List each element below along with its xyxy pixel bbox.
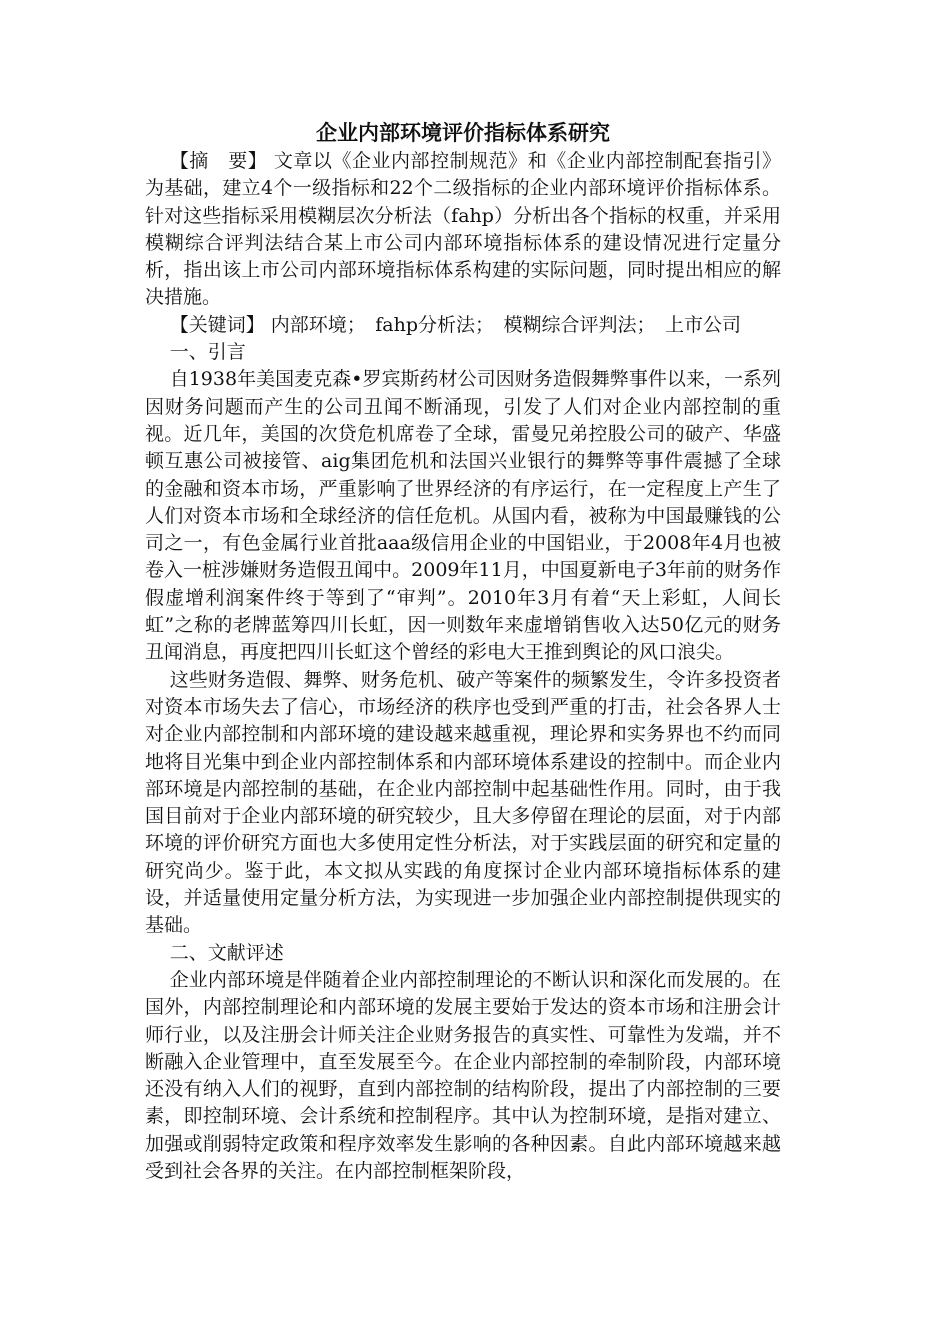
abstract-label: 【摘 要】 bbox=[169, 150, 268, 172]
document-title: 企业内部环境评价指标体系研究 bbox=[316, 121, 610, 145]
body-paragraph: 企业内部环境是伴随着企业内部控制理论的不断认识和深化而发展的。在国外，内部控制理论和内部环境的发展主要始于发达的资本市场和注册会计师行业，以及注册会计师关注企业财务报告的真实性、可靠性为发端，并不断融入企业管理中，直至发展至今。在企业内部控制的牵制阶段，内部环境还没有纳入人们的视野，直到内部控制的结构阶段，提出了内部控制的三要素，即控制环境、会计系统和控制程序。其中认为控制环境，是指对建立、加强或削弱特定政策和程序效率发生影响的各种因素。自此内部环境越来越受到社会各界的关注。在内部控制框架阶段， bbox=[145, 968, 781, 1182]
keywords-label: 【关键词】 bbox=[169, 313, 265, 336]
keywords-text: 内部环境； fahp分析法； 模糊综合评判法； 上市公司 bbox=[264, 313, 742, 336]
document-body bbox=[145, 118, 781, 1185]
section-heading-literature-review: 二、文献评述 bbox=[169, 941, 284, 964]
keywords-paragraph bbox=[145, 312, 781, 339]
abstract-text: 文章以《企业内部控制规范》和《企业内部控制配套指引》为基础，建立4个一级指标和22个二级指标的企业内部环境评价指标体系。针对这些指标采用模糊层次分析法（fahp）分析出各个指标的权重，并采用模糊综合评判法结合某上市公司内部环境指标体系的建设情况进行定量分析，指出该上市公司内部环境指标体系构建的实际问题，同时提出相应的解决措施。 bbox=[145, 150, 781, 309]
section-heading-introduction: 一、引言 bbox=[169, 341, 246, 364]
body-paragraph: 自1938年美国麦克森•罗宾斯药材公司因财务造假舞弊事件以来，一系列因财务问题而产生的公司丑闻不断涌现，引发了人们对企业内部控制的重视。近几年，美国的次贷危机席卷了全球，雷曼兄弟控股公司的破产、华盛顿互惠公司被接管、aig集团危机和法国兴业银行的舞弊等事件震撼了全球的金融和资本市场，严重影响了世界经济的有序运行，在一定程度上产生了人们对资本市场和全球经济的信任危机。从国内看，被称为中国最赚钱的公司之一，有色金属行业首批aaa级信用企业的中国铝业，于2008年4月也被卷入一桩涉嫌财务造假丑闻中。2009年11月，中国夏新电子3年前的财务作假虚增利润案件终于等到了“审判”。2010年3月有着“天上彩虹，人间长虹”之称的老牌蓝筹四川长虹，因一则数年来虚增销售收入达50亿元的财务丑闻消息，再度把四川长虹这个曾经的彩电大王推到舆论的风口浪尖。 bbox=[145, 368, 781, 664]
abstract-paragraph bbox=[145, 148, 781, 312]
body-paragraph: 这些财务造假、舞弊、财务危机、破产等案件的频繁发生，令许多投资者对资本市场失去了信心，市场经济的秩序也受到严重的打击，社会各界人士对企业内部控制和内部环境的建设越来越重视，理论界和实务界也不约而同地将目光集中到企业内部控制体系和内部环境体系建设的控制中。而企业内部环境是内部控制的基础，在企业内部控制中起基础性作用。同时，由于我国目前对于企业内部环境的研究较少，且大多停留在理论的层面，对于内部环境的评价研究方面也大多使用定性分析法，对于实践层面的研究和定量的研究尚少。鉴于此，本文拟从实践的角度探讨企业内部环境指标体系的建设，并适量使用定量分析方法，为实现进一步加强企业内部控制提供现实的基础。 bbox=[145, 668, 781, 937]
